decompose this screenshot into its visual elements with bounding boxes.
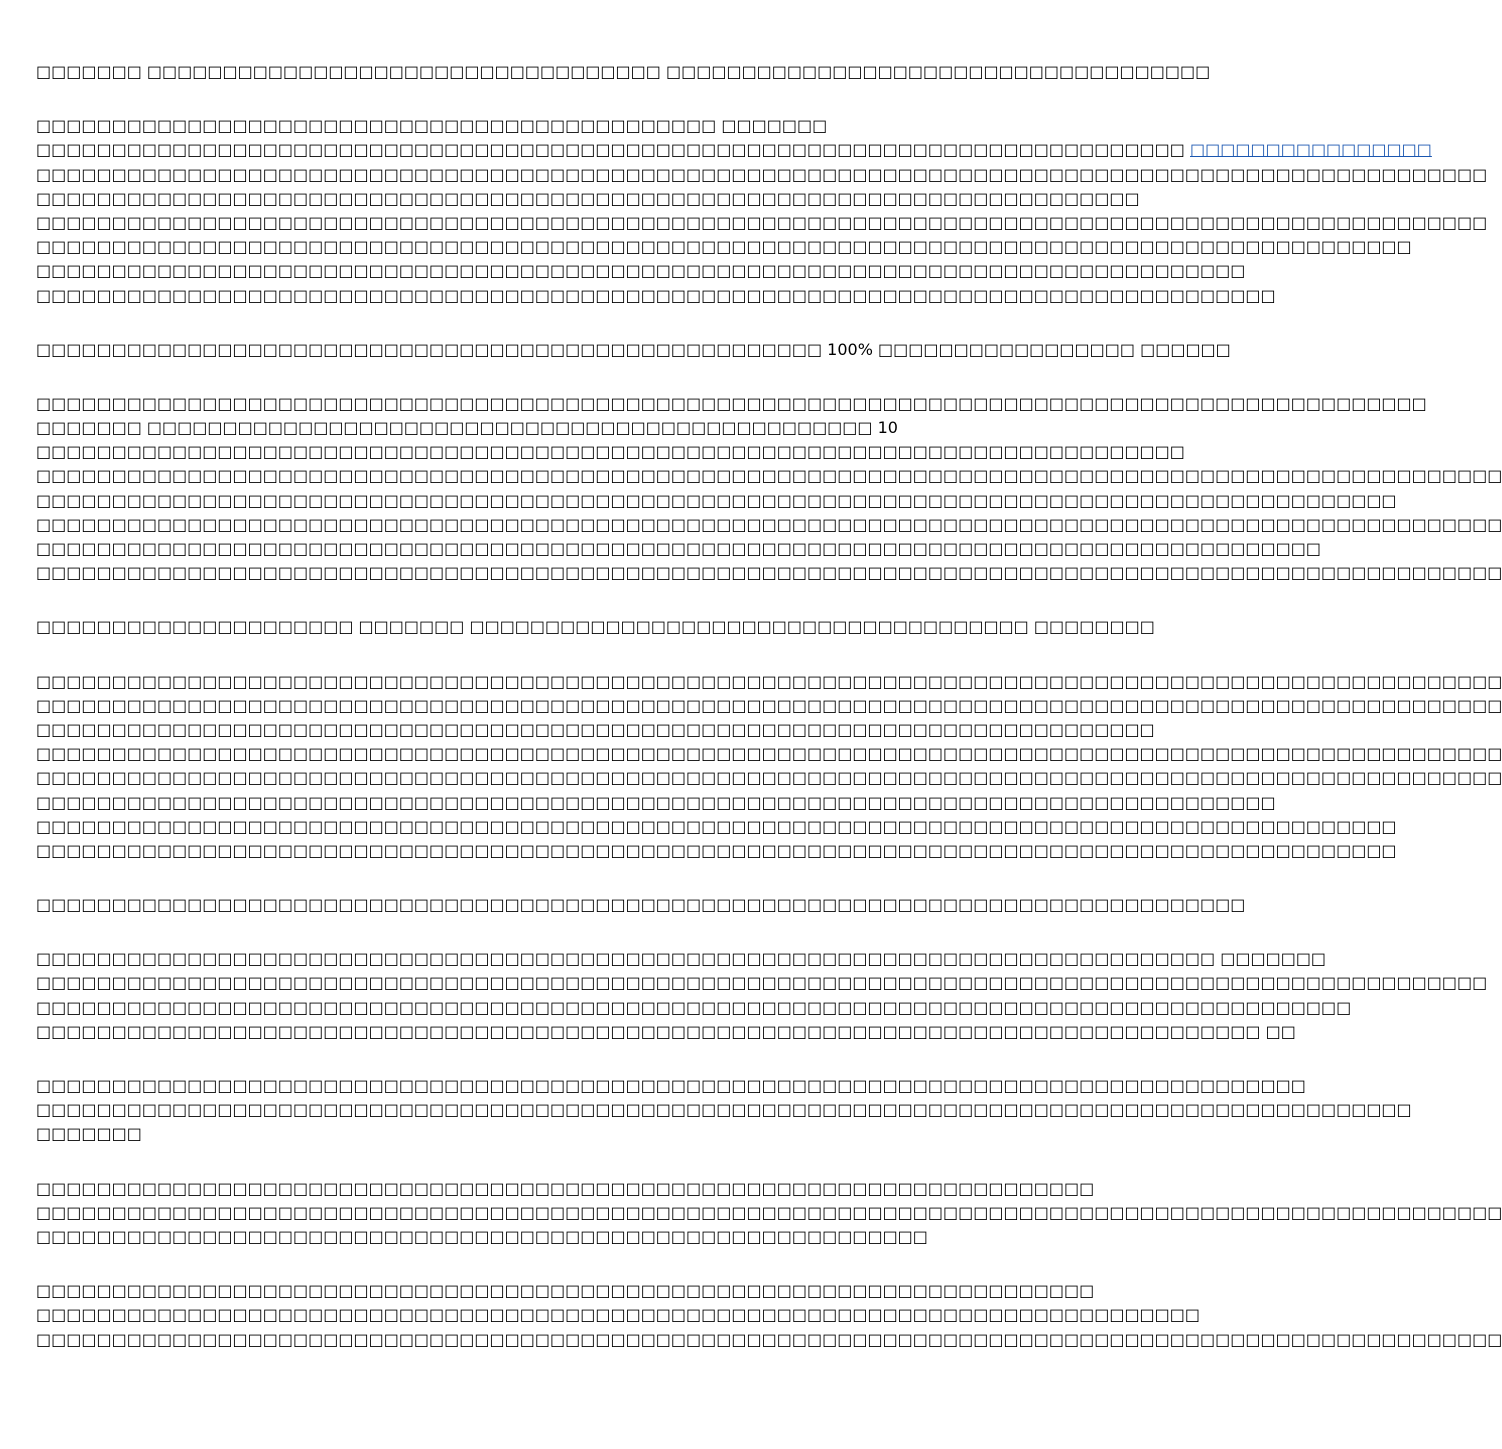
text-segment: □□□□□□□□□□□□□□□□□□□□□ □□□□□□□ □□□□□□□□□□□□□□□□□□□□□□□□□□□□□□□□□□□□□ □□□□□□□□ xyxy=(36,617,1155,637)
text-line xyxy=(36,392,1427,416)
text-segment: □□□□□□□□□□□□□□□□□□□□□□□□□□□□□□□□□□□□□□□□□□□□□□□□□□□□□□□□□□□□□□□□□□□□□□□□□□□□□□□□ xyxy=(36,261,1246,281)
inline-link[interactable]: □□□□□□□□□□□□□□□□ xyxy=(1190,140,1432,160)
text-line xyxy=(36,284,1276,308)
text-line xyxy=(36,893,1246,917)
text-line xyxy=(36,235,1412,259)
text-segment: □□□□□□□□□□□□□□□□□□□□□□□□□□□□□□□□□□□□□□□□□□□□□□□□□□□□□□□□□□□□□□□□□□□□□□□□□□□□□□□□ xyxy=(36,895,1246,915)
text-segment: □□□□□□□□□□□□□□□□□□□□□□□□□□□□□□□□□□□□□□□□□□□□□□□□□□□□□□□□□□□□□□□□□□□□□□□□□ xyxy=(36,188,1140,208)
text-line xyxy=(36,996,1352,1020)
text-segment: □□□□□□□□□□□□□□□□□□□□□□□□□□□□□□□□□□□□□□□□□□□□□□□□□□□□□□□□□□□□□□□□□□□□□□□□□□□□□□□□□□□□□□□□□□□□□□□□□ xyxy=(36,514,1502,534)
text-segment: □□□□□□□□□□□□□□□□□□□□□□□□□□□□□□□□□□□□□□□□□□□□□□□□□□□□□□□□□□□□□□□□□□□□□□□□□□□□□□□□□ □□ xyxy=(36,1021,1296,1041)
text-line xyxy=(36,513,1502,537)
text-segment: □□□□□□□□□□□□□□□□□□□□□□□□□□□□□□□□□□□□□□□□□□□□□□□□□□□□□□□□□□□□□□□□□□□□□□□□□□□□□□□□□□□□□□□□□□□ xyxy=(36,237,1412,257)
text-segment: □□□□□□□□□□□□□□□□□□□□□□□□□□□□□□□□□□□□□□□□□□□□□□□□□□□□□□□□□□□□□□□□□□□□□□□□□□□□□□□□□□□□□□□□□□ xyxy=(36,840,1397,860)
text-line xyxy=(36,187,1140,211)
paragraph xyxy=(36,1279,1502,1352)
text-segment: □□□□□□□□□□□□□□□□□□□□□□□□□□□□□□□□□□□□□□□□□□□□□□□□□□□□□□□□□□□□□□□□□□□□□□□□□□□□□□□□□□ xyxy=(36,792,1276,812)
text-segment: □□□□□□□□□□□□□□□□□□□□□□□□□□□□□□□□□□□□□□□□□□□□□□□□□□□□□□□□□□□□□□□□□□□□□□□□□□□□ xyxy=(36,442,1185,462)
paragraph xyxy=(36,893,1246,917)
text-segment: □□□□□□□□□□□□□□□□□□□□□□□□□□□□□□□□□□□□□□□□□□□□□□□□□□□□□□□□□□□□□□□□□□□□□□□□□□□□□□□□□□□□□ xyxy=(36,539,1321,558)
text-segment: □□□□□□□□□□□□□□□□□□□□□□□□□□□□□□□□□□□□□□□□□□□□□□□□□□□□□□□□□□□□□□□□□□□□□□□□□□□□□□□□□□□□□□□□□□□□□□□□ xyxy=(36,164,1488,184)
text-segment: □□□□□□□□□□□□□□□□□□□□□□□□□□□□□□□□□□□□□□□□□□□□□□□□□□□□□□□□□□□□□□□□□□□□□□□□□□□□□□□□□□□□ xyxy=(36,1076,1306,1095)
text-segment: □□□□□□□□□□□□□□□□□□□□□□□□□□□□□□□□□□□□□□□□□□□□□□□□□□□□□□□□□□□□□□□□□□□□□□□□□□□□□□□□□□□□□□□□□□□□□□□□□ xyxy=(36,563,1502,583)
paragraph xyxy=(36,392,1502,586)
text-line xyxy=(36,718,1155,742)
text-segment: □□□□□□□□□□□□□□□□□□□□□□□□□□□□□□□□□□□□□□□□□□□□□□□□□□□□□□□□□□□□□□□□□□□□□□ xyxy=(36,1281,1095,1301)
text-segment: □□□□□□□ xyxy=(36,1124,142,1144)
text-line xyxy=(36,1279,1095,1303)
text-segment: □□□□□□□□□□□□□□□□□□□□□□□□□□□□□□□□□□□□□□□□□□□□□□□□□□□□□□□□□□□□□□□□□□□□□□□□□□□□□□□□□□□□□□□□□□□□□□□□□ xyxy=(36,466,1502,486)
paragraph xyxy=(36,338,1231,362)
text-line xyxy=(36,163,1488,187)
text-segment: □□□□□□□□□□□□□□□□□□□□□□□□□□□□□□□□□□□□□□□□□□□□□□□□□□□□□□□□□□□□□□□□□□□□□□□□□□□□ xyxy=(36,140,1190,160)
text-line xyxy=(36,791,1276,815)
text-line xyxy=(36,489,1397,513)
text-segment: □□□□□□□□□□□□□□□□□□□□□□□□□□□□□□□□□□□□□□□□□□□□□□□□□□□□□□□□□□□□□□□□□□□□□□□□□□□□□□□□□□□□□□□□□□ xyxy=(36,490,1397,510)
paragraph xyxy=(36,60,1211,84)
text-line xyxy=(36,60,1211,84)
text-segment: □□□□□□□□□□□□□□□□□□□□□□□□□□□□□□□□□□□□□□□□□□□□□□□□□□□□ 100% □□□□□□□□□□□□□□□□□ □□□□□□ xyxy=(36,339,1231,359)
text-segment: □□□□□□□□□□□□□□□□□□□□□□□□□□□□□□□□□□□□□□□□□□□□□□□□□□□□□□□□□□□ xyxy=(36,1226,928,1246)
text-line xyxy=(36,615,1155,639)
text-line xyxy=(36,259,1246,283)
text-line xyxy=(36,338,1231,362)
text-line xyxy=(36,839,1397,863)
text-segment: □□□□□□□□□□□□□□□□□□□□□□□□□□□□□□□□□□□□□□□□□□□□□□□□□□□□□□□□□□□□□□□□□□□□□□□□□□□□□□□□□□□□□□□□□□□□□□□□□ xyxy=(36,1329,1502,1349)
text-line xyxy=(36,1201,1502,1225)
text-line xyxy=(36,464,1502,488)
text-line xyxy=(36,211,1488,235)
text-segment: □□□□□□□□□□□□□□□□□□□□□□□□□□□□□□□□□□□□□□□□□□□□□□□□□□□□□□□□□□□□□□□□□□□□□□□□□□□□□□□□□□ xyxy=(36,285,1276,305)
text-line xyxy=(36,416,990,440)
text-line xyxy=(36,971,1488,995)
paragraph xyxy=(36,114,1488,308)
text-segment: □□□□□□□□□□□□□□□□□□□□□□□□□□□□□□□□□□□□□□□□□□□□□□□□□□□□□□□□□□□□□□□□□□□□□□□□□□□□□□□□□□□□□□□□□□□□□□□□□ xyxy=(36,744,1502,764)
text-line xyxy=(36,138,1432,162)
text-line xyxy=(36,742,1502,766)
text-line xyxy=(36,670,1502,694)
text-segment: □□□□□□□□□□□□□□□□□□□□□□□□□□□□□□□□□□□□□□□□□□□□□□□□□□□□□□□□□□□□□□□□□□□□□□□□□□□□□ xyxy=(36,1305,1201,1325)
text-segment: □□□□□□□□□□□□□□□□□□□□□□□□□□□□□□□□□□□□□□□□□□□□□□□□□□□□□□□□□□□□□□□□□□□□□□□□□□□□□□ □□□□□□□ xyxy=(36,949,1327,969)
text-line xyxy=(36,1303,1201,1327)
text-segment: □□□□□□□□□□□□□□□□□□□□□□□□□□□□□□□□□□□□□□□□□□□□□□□□□□□□□□□□□□□□□□□□□□□□□□□□□□□□□□□□□□□□□□□□□□□□□□□□□ xyxy=(36,671,1502,691)
text-segment: □□□□□□□□□□□□□□□□□□□□□□□□□□□□□□□□□□□□□□□□□□□□□□□□□□□□□□□□□□□□□□□□□□□□□□□□□□ xyxy=(36,719,1155,739)
paragraph xyxy=(36,615,1155,639)
text-segment: □□□□□□□□□□□□□□□□□□□□□□□□□□□□□□□□□□□□□□□□□□□□□□□□□□□□□□□□□□□□□□□□□□□□□□□□□□□□□□□□□□□□□□□ xyxy=(36,997,1352,1017)
text-line xyxy=(36,947,1327,971)
text-segment: □□□□□□□□□□□□□□□□□□□□□□□□□□□□□□□□□□□□□□□□□□□□□ □□□□□□□ xyxy=(36,116,828,136)
paragraph xyxy=(36,670,1502,864)
text-segment: □□□□□□□□□□□□□□□□□□□□□□□□□□□□□□□□□□□□□□□□□□□□□□□□□□□□□□□□□□□□□□□□□□□□□□□□□□□□□□□□□□□□□□□□□□ xyxy=(36,816,1397,836)
text-segment: □□□□□□□□□□□□□□□□□□□□□□□□□□□□□□□□□□□□□□□□□□□□□□□□□□□□□□□□□□□□□□□□□□□□□□□□□□□□□□□□□□□□□□□□□□□□□□□□□ xyxy=(36,768,1502,788)
text-line xyxy=(36,561,1502,585)
text-segment: □□□□□□□□□□□□□□□□□□□□□□□□□□□□□□□□□□□□□□□□□□□□□□□□□□□□□□□□□□□□□□□□□□□□□□ xyxy=(36,1178,1095,1198)
text-segment: □□□□□□□□□□□□□□□□□□□□□□□□□□□□□□□□□□□□□□□□□□□□□□□□□□□□□□□□□□□□□□□□□□□□□□□□□□□□□□□□□□□□□□□□□□□□□□□□□ xyxy=(36,695,1502,715)
text-line xyxy=(36,1122,990,1146)
text-line xyxy=(36,1098,1412,1122)
text-line xyxy=(36,1177,1095,1201)
text-segment: □□□□□□□□□□□□□□□□□□□□□□□□□□□□□□□□□□□□□□□□□□□□□□□□□□□□□□□□□□□□□□□□□□□□□□□□□□□□□□□□□□□□□□□□□□□□□□□□ xyxy=(36,973,1488,993)
paragraph xyxy=(36,1074,1412,1147)
text-segment: □□□□□□□ □□□□□□□□□□□□□□□□□□□□□□□□□□□□□□□□□□ □□□□□□□□□□□□□□□□□□□□□□□□□□□□□□□□□□□□ xyxy=(36,62,1211,81)
text-segment: □□□□□□□□□□□□□□□□□□□□□□□□□□□□□□□□□□□□□□□□□□□□□□□□□□□□□□□□□□□□□□□□□□□□□□□□□□□□□□□□□□□□□□□□□□□□□□□□□ xyxy=(36,1202,1502,1222)
text-segment: □□□□□□□□□□□□□□□□□□□□□□□□□□□□□□□□□□□□□□□□□□□□□□□□□□□□□□□□□□□□□□□□□□□□□□□□□□□□□□□□□□□□□□□□□□□□□□□□ xyxy=(36,212,1488,232)
text-line xyxy=(36,1225,990,1249)
text-segment: □□□□□□□□□□□□□□□□□□□□□□□□□□□□□□□□□□□□□□□□□□□□□□□□□□□□□□□□□□□□□□□□□□□□□□□□□□□□□□□□□□□□□□□□□□□ xyxy=(36,1100,1412,1120)
text-line xyxy=(36,1074,1306,1098)
text-line xyxy=(36,1328,1502,1352)
paragraph xyxy=(36,947,1488,1044)
text-line xyxy=(36,114,990,138)
text-segment: □□□□□□□□□□□□□□□□□□□□□□□□□□□□□□□□□□□□□□□□□□□□□□□□□□□□□□□□□□□□□□□□□□□□□□□□□□□□□□□□□□□□□□□□□□□□ xyxy=(36,393,1427,413)
text-line xyxy=(36,694,1502,718)
text-line xyxy=(36,440,1185,464)
text-line xyxy=(36,1020,1296,1044)
text-line xyxy=(36,766,1502,790)
text-line xyxy=(36,815,1397,839)
text-segment: □□□□□□□ □□□□□□□□□□□□□□□□□□□□□□□□□□□□□□□□□□□□□□□□□□□□□□□□ 10 xyxy=(36,418,898,438)
paragraph xyxy=(36,1177,1502,1250)
text-line xyxy=(36,537,1321,561)
